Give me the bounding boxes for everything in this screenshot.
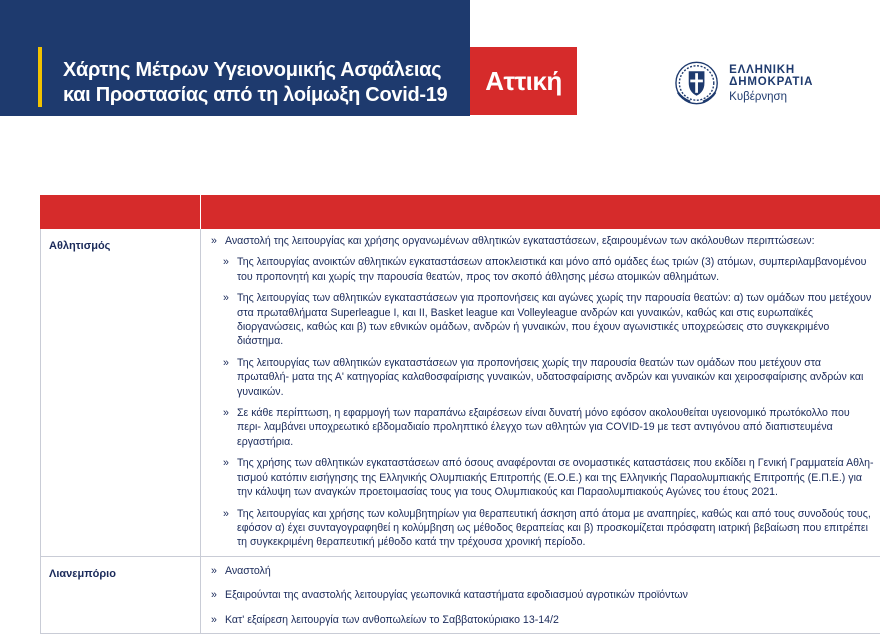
measure-item: » Κατ' εξαίρεση λειτουργία των ανθοπωλείων το Σαββατοκύριακο 13-14/2 [211, 613, 874, 627]
header-accent-bar [38, 47, 42, 107]
table-header-measures-cell [201, 195, 880, 229]
measure-subitem: » Της χρήσης των αθλητικών εγκαταστάσεων από όσους αναφέρονται σε ονομαστικές καταστάσεις που εκδίδει η Γενική Γραμματεία Αθλη- τισμού κατόπιν εισήγησης της Ελληνικής Ολυμπιακής Επιτροπής (Ε.Ο.Ε.) και της Ελληνικής Παραολυμπιακής Επιτροπής (Ε.Π.Ε.) για την κάλυψη των αναγκών προετοιμασίας τους για τους Ολυμπιακούς και Παραολυμπιακούς Αγώνες του έτους 2021. [223, 456, 874, 499]
page-title-line-2: και Προστασίας από τη λοίμωξη Covid-19 [63, 84, 448, 106]
page-title-line-1: Χάρτης Μέτρων Υγειονομικής Ασφάλειας [63, 59, 442, 81]
row-category: Αθλητισμός [41, 229, 201, 556]
measure-subitem: » Της λειτουργίας ανοικτών αθλητικών εγκαταστάσεων αποκλειστικά και μόνο από ομάδες έως τριών (3) ατόμων, συμπεριλαμβανομένου του προπονητή και χωρίς την παρουσία θεατών, προς τον σκοπό άθλησης μέσω ατομικών αθλημάτων. [223, 255, 874, 284]
measure-item: » Αναστολή [211, 564, 874, 578]
page-title [63, 58, 447, 108]
greek-coat-of-arms-icon [673, 56, 720, 110]
measure-item: » Αναστολή της λειτουργίας και χρήσης οργανωμένων αθλητικών εγκαταστάσεων, εξαιρουμένων των ακόλουθων περιπτώσεων: [211, 234, 874, 248]
government-subtitle: Κυβέρνηση [729, 90, 788, 103]
measure-item: » Εξαιρούνται της αναστολής λειτουργίας γεωπονικά καταστήματα εφοδιασμού αγροτικών προϊόντων [211, 588, 874, 602]
table-row [40, 557, 880, 634]
measure-subitem: » Της λειτουργίας των αθλητικών εγκαταστάσεων για προπονήσεις χωρίς την παρουσία θεατών των ομάδων που μετέχουν στα πρωταθλή- ματα της Α' κατηγορίας καλαθοσφαίρισης γυναικών, υδατοσφαίρισης ανδρών και γυναικών και χειροσφαίρισης ανδρών και γυναικών. [223, 356, 874, 399]
measure-subitem: » Της λειτουργίας των αθλητικών εγκαταστάσεων για προπονήσεις και αγώνες χωρίς την παρουσία θεατών: α) των ομάδων που μετέχουν στα πρωταθλήματα Superleague I, και II, Basket league και Volleyleague ανδρών και γυναικών, καθώς και στις ευρωπαϊκές διοργανώσεις, καθώς και β) των εθνικών ομάδων, ανδρών ή γυναικών, που έχουν αγωνιστικές υποχρεώσεις στο συγκεκριμένο διάστημα. [223, 291, 874, 349]
region-badge [470, 47, 577, 115]
government-logo [673, 56, 880, 110]
row-measures [201, 229, 880, 556]
table-header [40, 195, 880, 229]
measure-subitem: » Σε κάθε περίπτωση, η εφαρμογή των παραπάνω εξαιρέσεων είναι δυνατή μόνο εφόσον ακολουθείται υγειονομικό πρωτόκολλο που περι- λαμβάνει υποχρεωτικό εβδομαδιαίο προληπτικό έλεγχο των αθλητών για COVID-19 με τεστ αντιγόνου από διαπιστευμένα εργαστήρια. [223, 406, 874, 449]
government-name: ΕΛΛΗΝΙΚΗ ΔΗΜΟΚΡΑΤΙΑ [729, 63, 814, 88]
row-category: Λιανεμπόριο [41, 557, 201, 633]
measure-subitem: » Της λειτουργίας και χρήσης των κολυμβητηρίων για θεραπευτική άσκηση από άτομα με αναπηρίες, καθώς και από τους συνοδούς τους, εφόσον α) έχει συνταγογραφηθεί η κολύμβηση ως μέθοδος θεραπείας και β) προσκομίζεται πρόσφατη ιατρική βεβαίωση που επιτρέπει τη συγκεκριμένη θεραπευτική μέθοδο κατά την τρέχουσα χρονική περίοδο. [223, 507, 874, 550]
measures-table [40, 195, 880, 634]
table-row [40, 229, 880, 557]
region-label: Αττική [485, 65, 562, 96]
table-header-category-cell [40, 195, 201, 229]
